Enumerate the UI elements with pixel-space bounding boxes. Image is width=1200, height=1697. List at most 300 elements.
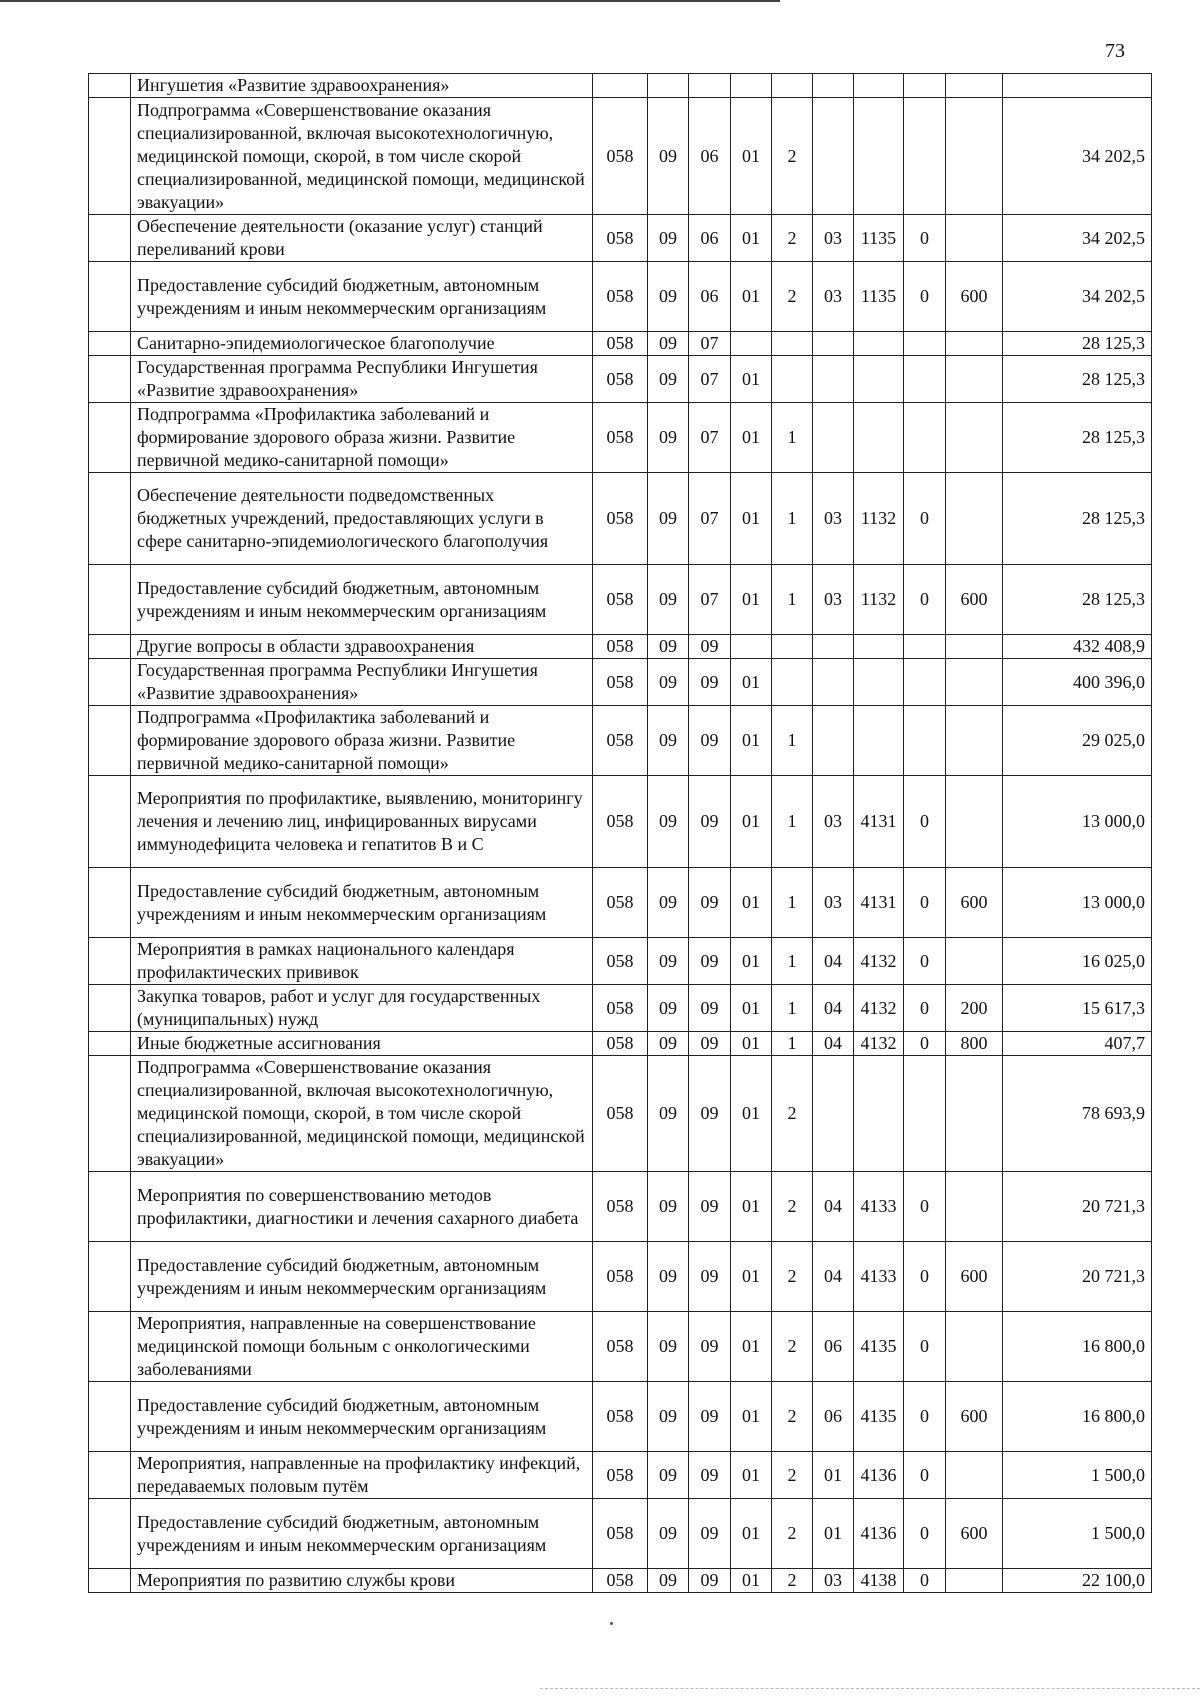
- code-cell-cs5: [904, 356, 946, 403]
- code-cell-rz: 09: [648, 1499, 689, 1569]
- code-cell-cs2: 2: [772, 215, 813, 262]
- code-cell-cs5: 0: [904, 262, 946, 332]
- code-cell-gr: 058: [593, 1382, 648, 1452]
- code-cell-vr: 800: [946, 1032, 1003, 1056]
- item-name-cell: Другие вопросы в области здравоохранения: [131, 635, 593, 659]
- budget-table: [88, 73, 1152, 1593]
- item-name-cell: Предоставление субсидий бюджетным, автономным учреждениям и иным некоммерческим организациям: [131, 565, 593, 635]
- code-cell-vr: 600: [946, 1242, 1003, 1312]
- code-cell-cs1: 01: [731, 1312, 772, 1382]
- code-cell-cs3: 03: [813, 215, 854, 262]
- code-cell-cs1: 01: [731, 868, 772, 938]
- code-cell-gr: 058: [593, 215, 648, 262]
- code-cell-gr: 058: [593, 1056, 648, 1172]
- table-row: [89, 1172, 1152, 1242]
- row-number-cell: [89, 1452, 131, 1499]
- code-cell-cs4: 4132: [854, 938, 904, 985]
- table-row: [89, 74, 1152, 98]
- code-cell-pr: 06: [689, 262, 731, 332]
- code-cell-cs1: 01: [731, 1172, 772, 1242]
- code-cell-rz: 09: [648, 403, 689, 473]
- code-cell-cs5: [904, 403, 946, 473]
- code-cell-cs4: [854, 706, 904, 776]
- table-row: [89, 635, 1152, 659]
- table-row: [89, 262, 1152, 332]
- table-row: [89, 332, 1152, 356]
- code-cell-cs4: 4133: [854, 1172, 904, 1242]
- code-cell-cs2: [772, 659, 813, 706]
- amount-cell: 20 721,3: [1003, 1242, 1152, 1312]
- amount-cell: 16 800,0: [1003, 1312, 1152, 1382]
- code-cell-cs3: 04: [813, 1032, 854, 1056]
- code-cell-rz: 09: [648, 1242, 689, 1312]
- code-cell-gr: 058: [593, 1242, 648, 1312]
- code-cell-vr: 600: [946, 565, 1003, 635]
- code-cell-cs1: 01: [731, 659, 772, 706]
- code-cell-gr: 058: [593, 356, 648, 403]
- code-cell-rz: 09: [648, 98, 689, 215]
- code-cell-rz: 09: [648, 473, 689, 565]
- row-number-cell: [89, 1242, 131, 1312]
- code-cell-pr: 09: [689, 868, 731, 938]
- code-cell-cs1: 01: [731, 706, 772, 776]
- code-cell-gr: 058: [593, 332, 648, 356]
- amount-cell: 34 202,5: [1003, 262, 1152, 332]
- amount-cell: 407,7: [1003, 1032, 1152, 1056]
- code-cell-rz: 09: [648, 332, 689, 356]
- code-cell-cs5: 0: [904, 215, 946, 262]
- code-cell-cs1: 01: [731, 1056, 772, 1172]
- code-cell-cs4: [854, 403, 904, 473]
- code-cell-gr: 058: [593, 403, 648, 473]
- code-cell-cs5: 0: [904, 776, 946, 868]
- table-row: [89, 1032, 1152, 1056]
- code-cell-gr: 058: [593, 938, 648, 985]
- code-cell-pr: 09: [689, 635, 731, 659]
- code-cell-rz: 09: [648, 215, 689, 262]
- code-cell-gr: 058: [593, 1312, 648, 1382]
- table-row: [89, 776, 1152, 868]
- code-cell-vr: [946, 659, 1003, 706]
- code-cell-cs4: 4136: [854, 1499, 904, 1569]
- code-cell-cs1: 01: [731, 262, 772, 332]
- code-cell-gr: 058: [593, 473, 648, 565]
- code-cell-gr: [593, 74, 648, 98]
- code-cell-rz: 09: [648, 659, 689, 706]
- code-cell-vr: [946, 215, 1003, 262]
- item-name-cell: Мероприятия по совершенствованию методов профилактики, диагностики и лечения сахарного диабета: [131, 1172, 593, 1242]
- amount-cell: 400 396,0: [1003, 659, 1152, 706]
- code-cell-cs4: [854, 659, 904, 706]
- code-cell-cs2: 2: [772, 1499, 813, 1569]
- code-cell-cs4: 4131: [854, 868, 904, 938]
- row-number-cell: [89, 1032, 131, 1056]
- code-cell-cs3: 03: [813, 473, 854, 565]
- item-name-cell: Государственная программа Республики Ингушетия «Развитие здравоохранения»: [131, 659, 593, 706]
- code-cell-cs1: 01: [731, 1499, 772, 1569]
- amount-cell: 78 693,9: [1003, 1056, 1152, 1172]
- code-cell-cs4: [854, 98, 904, 215]
- code-cell-cs3: 04: [813, 985, 854, 1032]
- item-name-cell: Предоставление субсидий бюджетным, автономным учреждениям и иным некоммерческим организациям: [131, 1499, 593, 1569]
- table-row: [89, 1382, 1152, 1452]
- code-cell-pr: 09: [689, 776, 731, 868]
- code-cell-pr: 09: [689, 1569, 731, 1593]
- code-cell-cs1: 01: [731, 1242, 772, 1312]
- code-cell-cs5: 0: [904, 473, 946, 565]
- item-name-cell: Подпрограмма «Совершенствование оказания специализированной, включая высокотехнологичную, медицинской помощи, скорой, в том числе скорой специализированной, медицинской помощи, медицинской эвакуации»: [131, 1056, 593, 1172]
- code-cell-pr: 09: [689, 1382, 731, 1452]
- code-cell-rz: 09: [648, 1032, 689, 1056]
- code-cell-cs5: 0: [904, 1452, 946, 1499]
- item-name-cell: Мероприятия в рамках национального календаря профилактических прививок: [131, 938, 593, 985]
- code-cell-vr: [946, 1172, 1003, 1242]
- code-cell-rz: 09: [648, 868, 689, 938]
- code-cell-cs5: 0: [904, 1499, 946, 1569]
- code-cell-cs4: 4135: [854, 1312, 904, 1382]
- item-name-cell: Обеспечение деятельности подведомственных бюджетных учреждений, предоставляющих услуги в сфере санитарно-эпидемиологического благополучия: [131, 473, 593, 565]
- code-cell-cs3: 01: [813, 1499, 854, 1569]
- item-name-cell: Ингушетия «Развитие здравоохранения»: [131, 74, 593, 98]
- code-cell-pr: 09: [689, 1312, 731, 1382]
- item-name-cell: Мероприятия по развитию службы крови: [131, 1569, 593, 1593]
- code-cell-cs5: 0: [904, 1172, 946, 1242]
- code-cell-cs4: 4131: [854, 776, 904, 868]
- amount-cell: 28 125,3: [1003, 356, 1152, 403]
- row-number-cell: [89, 776, 131, 868]
- code-cell-cs2: 1: [772, 776, 813, 868]
- amount-cell: 432 408,9: [1003, 635, 1152, 659]
- table-row: [89, 706, 1152, 776]
- row-number-cell: [89, 706, 131, 776]
- code-cell-cs4: 4133: [854, 1242, 904, 1312]
- table-row: [89, 1452, 1152, 1499]
- code-cell-rz: 09: [648, 985, 689, 1032]
- code-cell-cs2: 1: [772, 473, 813, 565]
- code-cell-pr: 09: [689, 1242, 731, 1312]
- code-cell-cs1: 01: [731, 1382, 772, 1452]
- item-name-cell: Государственная программа Республики Ингушетия «Развитие здравоохранения»: [131, 356, 593, 403]
- code-cell-cs5: [904, 635, 946, 659]
- row-number-cell: [89, 1499, 131, 1569]
- code-cell-rz: 09: [648, 1569, 689, 1593]
- table-row: [89, 356, 1152, 403]
- code-cell-cs2: [772, 332, 813, 356]
- amount-cell: 29 025,0: [1003, 706, 1152, 776]
- amount-cell: 34 202,5: [1003, 98, 1152, 215]
- code-cell-cs1: [731, 74, 772, 98]
- item-name-cell: Подпрограмма «Профилактика заболеваний и формирование здорового образа жизни. Развитие первичной медико-санитарной помощи»: [131, 706, 593, 776]
- code-cell-gr: 058: [593, 1032, 648, 1056]
- code-cell-cs2: 1: [772, 565, 813, 635]
- code-cell-cs3: [813, 356, 854, 403]
- item-name-cell: Подпрограмма «Совершенствование оказания специализированной, включая высокотехнологичную, медицинской помощи, скорой, в том числе скорой специализированной, медицинской помощи, медицинской эвакуации»: [131, 98, 593, 215]
- item-name-cell: Подпрограмма «Профилактика заболеваний и формирование здорового образа жизни. Развитие первичной медико-санитарной помощи»: [131, 403, 593, 473]
- code-cell-cs2: 2: [772, 262, 813, 332]
- code-cell-cs4: 1135: [854, 215, 904, 262]
- code-cell-pr: 07: [689, 403, 731, 473]
- code-cell-pr: 07: [689, 473, 731, 565]
- row-number-cell: [89, 262, 131, 332]
- code-cell-cs2: 2: [772, 1569, 813, 1593]
- code-cell-vr: [946, 706, 1003, 776]
- code-cell-vr: [946, 98, 1003, 215]
- code-cell-pr: 06: [689, 215, 731, 262]
- code-cell-pr: [689, 74, 731, 98]
- code-cell-vr: 600: [946, 1382, 1003, 1452]
- code-cell-rz: 09: [648, 776, 689, 868]
- row-number-cell: [89, 215, 131, 262]
- table-body: [89, 74, 1152, 1593]
- page-number: 73: [1105, 40, 1125, 62]
- code-cell-pr: 09: [689, 659, 731, 706]
- row-number-cell: [89, 403, 131, 473]
- code-cell-cs3: 01: [813, 1452, 854, 1499]
- amount-cell: 28 125,3: [1003, 332, 1152, 356]
- code-cell-cs4: [854, 74, 904, 98]
- code-cell-cs3: 04: [813, 1242, 854, 1312]
- code-cell-cs3: 06: [813, 1382, 854, 1452]
- row-number-cell: [89, 938, 131, 985]
- code-cell-cs5: [904, 659, 946, 706]
- code-cell-cs2: [772, 635, 813, 659]
- code-cell-cs2: 2: [772, 1452, 813, 1499]
- row-number-cell: [89, 985, 131, 1032]
- code-cell-rz: 09: [648, 706, 689, 776]
- code-cell-vr: 200: [946, 985, 1003, 1032]
- code-cell-cs3: [813, 332, 854, 356]
- code-cell-cs1: 01: [731, 985, 772, 1032]
- code-cell-pr: 09: [689, 938, 731, 985]
- code-cell-cs2: 1: [772, 868, 813, 938]
- code-cell-pr: 09: [689, 1172, 731, 1242]
- table-row: [89, 1056, 1152, 1172]
- code-cell-gr: 058: [593, 659, 648, 706]
- row-number-cell: [89, 98, 131, 215]
- code-cell-pr: 09: [689, 706, 731, 776]
- table-row: [89, 1312, 1152, 1382]
- code-cell-vr: 600: [946, 1499, 1003, 1569]
- code-cell-cs5: [904, 1056, 946, 1172]
- code-cell-pr: 09: [689, 1056, 731, 1172]
- item-name-cell: Обеспечение деятельности (оказание услуг) станций переливаний крови: [131, 215, 593, 262]
- code-cell-pr: 09: [689, 1499, 731, 1569]
- code-cell-cs5: 0: [904, 1569, 946, 1593]
- code-cell-rz: 09: [648, 1382, 689, 1452]
- code-cell-cs3: [813, 403, 854, 473]
- code-cell-vr: [946, 1312, 1003, 1382]
- code-cell-pr: 07: [689, 356, 731, 403]
- code-cell-cs1: 01: [731, 938, 772, 985]
- code-cell-cs2: 2: [772, 1382, 813, 1452]
- code-cell-cs4: 4138: [854, 1569, 904, 1593]
- code-cell-rz: 09: [648, 938, 689, 985]
- code-cell-cs3: 06: [813, 1312, 854, 1382]
- code-cell-rz: 09: [648, 1452, 689, 1499]
- code-cell-vr: 600: [946, 262, 1003, 332]
- code-cell-rz: 09: [648, 356, 689, 403]
- code-cell-vr: [946, 74, 1003, 98]
- code-cell-cs5: 0: [904, 1382, 946, 1452]
- amount-cell: 1 500,0: [1003, 1499, 1152, 1569]
- code-cell-cs3: [813, 74, 854, 98]
- code-cell-gr: 058: [593, 1499, 648, 1569]
- code-cell-cs2: 2: [772, 1172, 813, 1242]
- code-cell-cs4: 1132: [854, 473, 904, 565]
- code-cell-cs5: 0: [904, 938, 946, 985]
- code-cell-rz: 09: [648, 635, 689, 659]
- code-cell-vr: [946, 1056, 1003, 1172]
- table-row: [89, 1499, 1152, 1569]
- code-cell-gr: 058: [593, 98, 648, 215]
- amount-cell: 13 000,0: [1003, 776, 1152, 868]
- code-cell-pr: 09: [689, 985, 731, 1032]
- code-cell-gr: 058: [593, 565, 648, 635]
- code-cell-cs3: 04: [813, 938, 854, 985]
- code-cell-cs4: 1135: [854, 262, 904, 332]
- row-number-cell: [89, 1172, 131, 1242]
- item-name-cell: Мероприятия, направленные на профилактику инфекций, передаваемых половым путём: [131, 1452, 593, 1499]
- row-number-cell: [89, 1382, 131, 1452]
- code-cell-cs3: [813, 98, 854, 215]
- code-cell-gr: 058: [593, 868, 648, 938]
- code-cell-cs1: 01: [731, 1569, 772, 1593]
- code-cell-cs5: 0: [904, 1312, 946, 1382]
- amount-cell: [1003, 74, 1152, 98]
- code-cell-rz: 09: [648, 262, 689, 332]
- item-name-cell: Предоставление субсидий бюджетным, автономным учреждениям и иным некоммерческим организациям: [131, 262, 593, 332]
- code-cell-cs4: 4132: [854, 985, 904, 1032]
- code-cell-cs2: 1: [772, 1032, 813, 1056]
- code-cell-cs4: 1132: [854, 565, 904, 635]
- row-number-cell: [89, 1056, 131, 1172]
- code-cell-cs2: [772, 74, 813, 98]
- code-cell-cs5: 0: [904, 1242, 946, 1312]
- code-cell-pr: 07: [689, 565, 731, 635]
- row-number-cell: [89, 473, 131, 565]
- item-name-cell: Закупка товаров, работ и услуг для государственных (муниципальных) нужд: [131, 985, 593, 1032]
- scan-speck: [610, 1622, 613, 1625]
- code-cell-cs3: 03: [813, 262, 854, 332]
- code-cell-cs1: 01: [731, 776, 772, 868]
- code-cell-cs5: [904, 332, 946, 356]
- code-cell-rz: 09: [648, 1056, 689, 1172]
- table-row: [89, 868, 1152, 938]
- table-row: [89, 473, 1152, 565]
- code-cell-gr: 058: [593, 1569, 648, 1593]
- code-cell-cs3: 03: [813, 565, 854, 635]
- row-number-cell: [89, 635, 131, 659]
- code-cell-cs1: 01: [731, 356, 772, 403]
- code-cell-cs5: 0: [904, 565, 946, 635]
- code-cell-vr: [946, 776, 1003, 868]
- code-cell-cs5: [904, 74, 946, 98]
- code-cell-vr: [946, 938, 1003, 985]
- code-cell-rz: [648, 74, 689, 98]
- code-cell-pr: 09: [689, 1032, 731, 1056]
- amount-cell: 20 721,3: [1003, 1172, 1152, 1242]
- scan-bottom-edge: [540, 1688, 1200, 1691]
- code-cell-cs3: 04: [813, 1172, 854, 1242]
- code-cell-cs2: 1: [772, 985, 813, 1032]
- row-number-cell: [89, 332, 131, 356]
- code-cell-cs3: [813, 635, 854, 659]
- code-cell-pr: 07: [689, 332, 731, 356]
- table-row: [89, 403, 1152, 473]
- table-row: [89, 1569, 1152, 1593]
- code-cell-cs2: 2: [772, 1312, 813, 1382]
- code-cell-cs5: 0: [904, 985, 946, 1032]
- code-cell-pr: 09: [689, 1452, 731, 1499]
- code-cell-cs5: [904, 98, 946, 215]
- code-cell-gr: 058: [593, 262, 648, 332]
- item-name-cell: Мероприятия, направленные на совершенствование медицинской помощи больным с онкологическими заболеваниями: [131, 1312, 593, 1382]
- amount-cell: 28 125,3: [1003, 473, 1152, 565]
- row-number-cell: [89, 565, 131, 635]
- code-cell-vr: [946, 635, 1003, 659]
- code-cell-cs5: 0: [904, 868, 946, 938]
- code-cell-cs2: 2: [772, 1056, 813, 1172]
- code-cell-vr: [946, 356, 1003, 403]
- amount-cell: 13 000,0: [1003, 868, 1152, 938]
- code-cell-cs1: 01: [731, 473, 772, 565]
- scan-top-edge: [0, 0, 780, 2]
- code-cell-gr: 058: [593, 706, 648, 776]
- row-number-cell: [89, 659, 131, 706]
- code-cell-cs3: 03: [813, 776, 854, 868]
- code-cell-cs2: 2: [772, 1242, 813, 1312]
- code-cell-cs2: 1: [772, 938, 813, 985]
- code-cell-cs1: [731, 635, 772, 659]
- amount-cell: 1 500,0: [1003, 1452, 1152, 1499]
- code-cell-cs2: 2: [772, 98, 813, 215]
- row-number-cell: [89, 356, 131, 403]
- code-cell-cs1: 01: [731, 215, 772, 262]
- amount-cell: 16 800,0: [1003, 1382, 1152, 1452]
- item-name-cell: Иные бюджетные ассигнования: [131, 1032, 593, 1056]
- table-row: [89, 659, 1152, 706]
- amount-cell: 28 125,3: [1003, 403, 1152, 473]
- code-cell-rz: 09: [648, 1172, 689, 1242]
- code-cell-cs2: 1: [772, 403, 813, 473]
- code-cell-cs2: 1: [772, 706, 813, 776]
- code-cell-cs4: 4135: [854, 1382, 904, 1452]
- code-cell-cs4: 4132: [854, 1032, 904, 1056]
- code-cell-cs3: [813, 659, 854, 706]
- code-cell-pr: 06: [689, 98, 731, 215]
- row-number-cell: [89, 868, 131, 938]
- code-cell-cs4: [854, 635, 904, 659]
- code-cell-cs5: 0: [904, 1032, 946, 1056]
- code-cell-cs4: [854, 332, 904, 356]
- code-cell-cs3: 03: [813, 1569, 854, 1593]
- code-cell-cs4: [854, 1056, 904, 1172]
- code-cell-vr: [946, 1569, 1003, 1593]
- code-cell-cs1: [731, 332, 772, 356]
- code-cell-rz: 09: [648, 565, 689, 635]
- item-name-cell: Предоставление субсидий бюджетным, автономным учреждениям и иным некоммерческим организациям: [131, 868, 593, 938]
- code-cell-cs1: 01: [731, 1452, 772, 1499]
- code-cell-gr: 058: [593, 776, 648, 868]
- row-number-cell: [89, 1569, 131, 1593]
- row-number-cell: [89, 1312, 131, 1382]
- code-cell-rz: 09: [648, 1312, 689, 1382]
- code-cell-vr: 600: [946, 868, 1003, 938]
- item-name-cell: Санитарно-эпидемиологическое благополучие: [131, 332, 593, 356]
- code-cell-vr: [946, 332, 1003, 356]
- table-row: [89, 985, 1152, 1032]
- code-cell-cs1: 01: [731, 403, 772, 473]
